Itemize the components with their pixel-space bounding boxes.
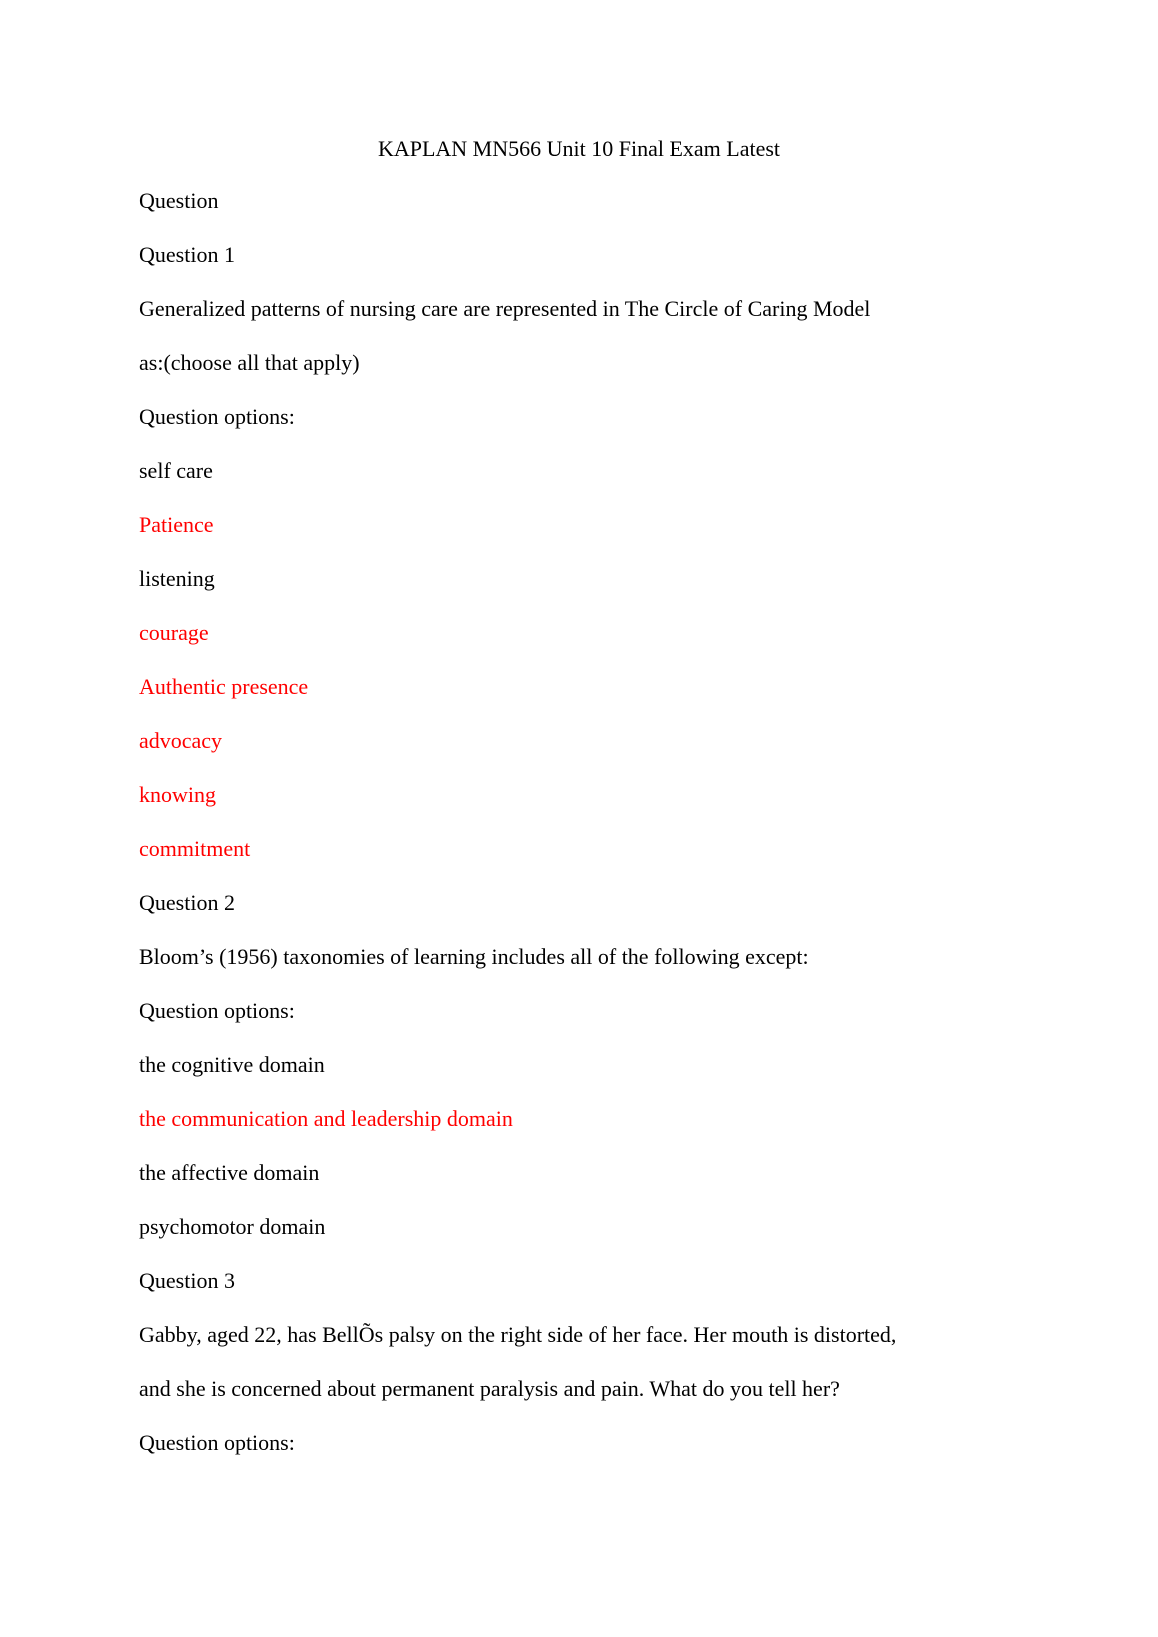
question-1-option-correct: courage <box>139 620 209 645</box>
section-heading: Question <box>139 188 219 213</box>
question-1-option-correct: knowing <box>139 782 216 807</box>
question-1-option-correct: advocacy <box>139 728 223 753</box>
document-title: KAPLAN MN566 Unit 10 Final Exam Latest <box>377 136 781 161</box>
question-1-option-correct: Authentic presence <box>139 674 309 699</box>
document-body <box>139 187 1019 1483</box>
question-1-text-line-2: as:(choose all that apply) <box>139 350 360 375</box>
question-2-heading: Question 2 <box>139 890 235 915</box>
question-1-option-correct: Patience <box>139 512 214 537</box>
question-3-text-line-2: and she is concerned about permanent paralysis and pain. What do you tell her? <box>139 1376 840 1401</box>
question-1-options-label: Question options: <box>139 404 295 429</box>
question-1-text-line-1: Generalized patterns of nursing care are represented in The Circle of Caring Model <box>139 296 871 321</box>
question-3-heading: Question 3 <box>139 1268 235 1293</box>
question-3-options-label: Question options: <box>139 1430 295 1455</box>
question-2-option: the affective domain <box>139 1160 320 1185</box>
question-2-option-correct: the communication and leadership domain <box>139 1106 513 1131</box>
question-2-text: Bloom’s (1956) taxonomies of learning includes all of the following except: <box>139 944 809 969</box>
question-2-option: the cognitive domain <box>139 1052 325 1077</box>
question-1-option: self care <box>139 458 213 483</box>
question-3-text-line-1: Gabby, aged 22, has BellÕs palsy on the right side of her face. Her mouth is distorted, <box>139 1322 897 1347</box>
question-1-option-correct: commitment <box>139 836 251 861</box>
question-1-option: listening <box>139 566 215 591</box>
question-2-option: psychomotor domain <box>139 1214 326 1239</box>
question-1-heading: Question 1 <box>139 242 235 267</box>
question-2-options-label: Question options: <box>139 998 295 1023</box>
